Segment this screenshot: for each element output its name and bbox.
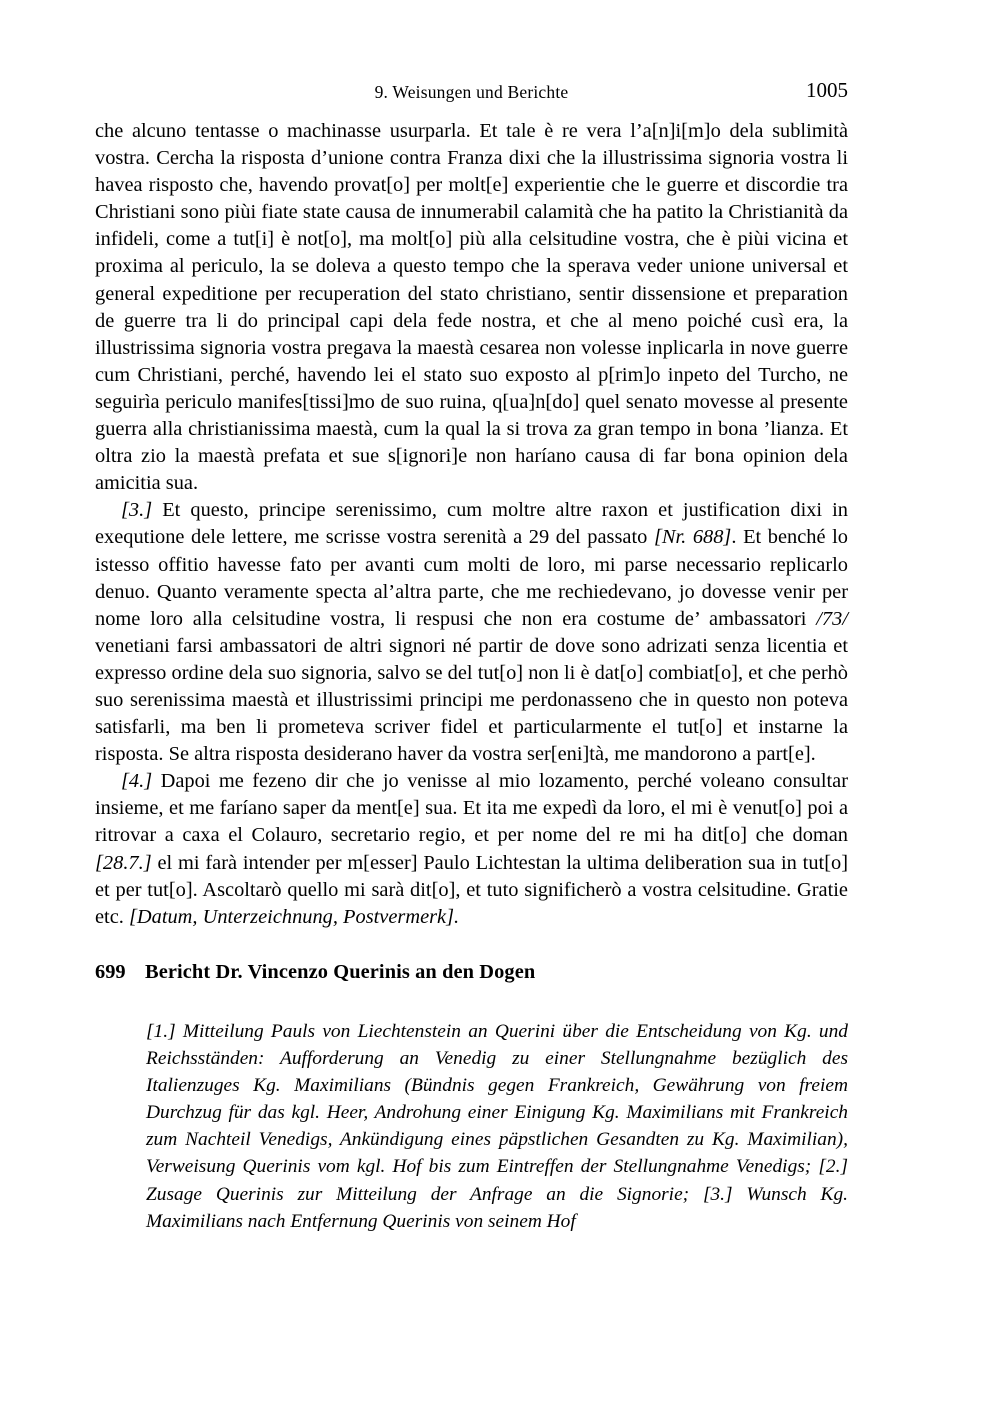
body-text-column: [95, 118, 848, 931]
running-head-title: 9. Weisungen und Berichte: [374, 82, 569, 102]
page-number: 1005: [806, 78, 848, 102]
section-number: 699: [95, 961, 126, 983]
emphasis-text: [28.7.]: [95, 851, 152, 874]
emphasis-text: /73/: [816, 607, 848, 630]
emphasis-text: [3.]: [121, 499, 153, 522]
body-text: el mi farà intender per m[esser] Paulo Lichtestan la ultima deliberation sua in tut[o] et per tut[o]. Ascoltarò quello mi sarà dit[o], et tuto significherò a vostra celsitudine. Gratie etc.: [95, 851, 848, 928]
section-title: Bericht Dr. Vincenzo Querinis an den Dogen: [145, 961, 536, 983]
emphasis-text: [Datum, Unterzeichnung, Postvermerk].: [128, 905, 460, 928]
body-text: Et questo, principe serenissimo, cum moltre altre raxon et justification dixi in exequtione dele lettere, me scrisse vostra serenità a 29 del passato: [95, 499, 848, 549]
section-heading: [95, 958, 848, 986]
emphasis-text: [4.]: [121, 770, 153, 793]
emphasis-text: [Nr. 688]: [653, 526, 732, 549]
paragraph-4: [95, 768, 848, 931]
paragraph-continued: [95, 118, 848, 497]
running-head: [95, 80, 848, 104]
regest-text: [1.] Mitteilung Pauls von Liechtenstein an Querini über die Entscheidung von Kg. und Reichsständen: Aufforderung an Venedig zu einer Stellungnahme bezüglich des Italienzuges Kg. Maximilians (Bündnis gegen Frankreich, Gewährung von freiem Durchzug für das kgl. Heer, Androhung einer Einigung Kg. Maximilians mit Frankreich zum Nachteil Venedigs, Ankündigung eines päpstlichen Gesandten zu Kg. Maximilian), Verweisung Querinis vom kgl. Hof bis zum Eintreffen der Stellungnahme Venedigs; [2.] Zusage Querinis zur Mitteilung der Anfrage an die Signorie; [3.] Wunsch Kg. Maximilians nach Entfernung Querinis von seinem Hof: [146, 1021, 848, 1232]
body-text: Dapoi me fezeno dir che jo venisse al mio lozamento, perché voleano consultar insieme, et me faríano saper da ment[e] sua. Et ita me expedì da loro, el mi è venut[o] poi a ritrovar a caxa el Colauro, secretario regio, et per nome del re mi ha dit[o] che doman: [95, 770, 848, 847]
body-text: . Et benché lo istesso offitio havesse fato per avanti cum molti de loro, mi parse necessario replicarlo denuo. Quanto veramente specta al’altra parte, che me rechiedevano, jo dovesse venir per nome loro alla celsitudine vostra, li respusi che non era costume de’ ambassatori: [95, 526, 848, 630]
body-text: venetiani farsi ambassatori de altri signori né partir de dove sono adrizati senza licentia et expresso ordine dela suo signoria, salvo se del tut[o] non li è dat[o] combiat[o], et che perhò suo serenissima maestà et illustrissimi principi me perdonasseno che in questo non poteva satisfarli, ma ben li prometeva scriver fidel et particularmente el tut[o] et instarne la risposta. Se altra risposta desiderano haver da vostra ser[eni]tà, me mandorono a part[e].: [95, 634, 848, 766]
body-text: che alcuno tentasse o machinasse usurparla. Et tale è re vera l’a[n]i[m]o dela sublimità vostra. Cercha la risposta d’unione contra Franza dixi che la illustrissima signoria vostra li havea risposto che, havendo provat[o] per molt[e] experientie che le guerre et discordie tra Christiani sono piùi fiate state causa de innumerabil calamità che ha patito la Christianità da infideli, come a tut[i] è not[o], ma molt[o] più alla celsitudine vostra, che è piùi vicina et proxima al periculo, la se doleva a questo tempo che la sperava veder unione universal et general expeditione per recuperation del stato christiano, sentir dissensione et preparation de guerre tra li do principal capi dela fede nostra, et che al meno poiché cusì era, la illustrissima signoria vostra pregava la maestà cesarea non volesse inplicarla in nove guerre cum Christiani, perché, havendo lei el stato suo exposto al p[rim]o inpeto del Turcho, ne seguirìa periculo manifes[tissi]mo de suo ruina, q[ua]n[do] quel senato movesse al presente guerra alla christianissima maestà, cum la qual la si trova za gran tempo in bona ’lianza. Et oltra zio la maestà prefata et sue s[ignori]e non haríano causa di far bona opinion dela amicitia sua.: [95, 120, 848, 495]
regest-block: [146, 1018, 848, 1235]
paragraph-3: [95, 497, 848, 768]
